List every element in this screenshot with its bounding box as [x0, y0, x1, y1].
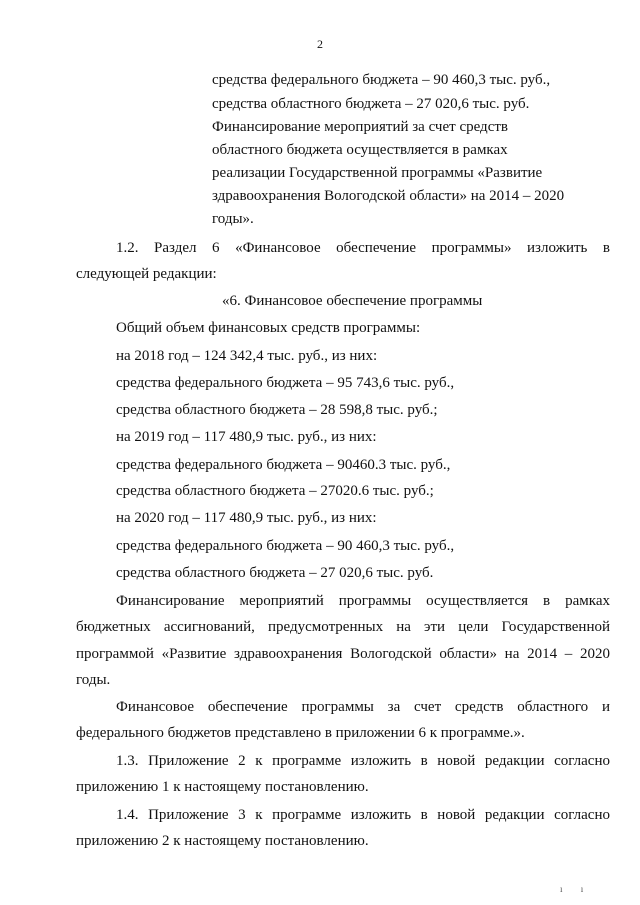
- passport-line: областного бюджета осуществляется в рамках: [212, 142, 508, 158]
- financing-para-line: годы.: [76, 672, 111, 688]
- appendix6-para-line: Финансовое обеспечение программы за счет средств областного и: [116, 699, 610, 715]
- finance-line: средства федерального бюджета – 95 743,6 тыс. руб.,: [116, 375, 455, 391]
- finance-line: средства областного бюджета – 27 020,6 тыс. руб.: [116, 565, 434, 581]
- passport-line: средства областного бюджета – 27 020,6 тыс. руб.: [212, 96, 530, 112]
- finance-line: средства областного бюджета – 28 598,8 тыс. руб.;: [116, 402, 438, 418]
- passport-line: Финансирование мероприятий за счет средств: [212, 119, 508, 135]
- finance-line: Общий объем финансовых средств программы:: [116, 320, 421, 336]
- finance-line: средства областного бюджета – 27020.6 тыс. руб.;: [116, 483, 434, 499]
- finance-line: на 2018 год – 124 342,4 тыс. руб., из них:: [116, 348, 378, 364]
- item-1-3-line: приложению 1 к настоящему постановлению.: [76, 779, 369, 795]
- finance-line: на 2019 год – 117 480,9 тыс. руб., из них:: [116, 429, 377, 445]
- passport-line: здравоохранения Вологодской области» на 2014 – 2020: [212, 188, 565, 204]
- item-1-2-line: 1.2. Раздел 6 «Финансовое обеспечение программы» изложить в: [116, 240, 610, 256]
- footer-marks: ı ı: [560, 884, 592, 894]
- item-1-3-line: 1.3. Приложение 2 к программе изложить в новой редакции согласно: [116, 753, 610, 769]
- financing-para-line: Финансирование мероприятий программы осуществляется в рамках: [116, 593, 610, 609]
- item-1-2-line: следующей редакции:: [76, 266, 217, 282]
- passport-line: годы».: [212, 211, 254, 227]
- appendix6-para-line: федерального бюджетов представлено в приложении 6 к программе.».: [76, 725, 525, 741]
- section-title: «6. Финансовое обеспечение программы: [222, 293, 483, 309]
- finance-line: средства федерального бюджета – 90 460,3 тыс. руб.,: [116, 538, 455, 554]
- item-1-4-line: 1.4. Приложение 3 к программе изложить в новой редакции согласно: [116, 807, 610, 823]
- page-number: 2: [317, 37, 323, 51]
- item-1-4-line: приложению 2 к настоящему постановлению.: [76, 833, 369, 849]
- finance-line: средства федерального бюджета – 90460.3 тыс. руб.,: [116, 457, 451, 473]
- financing-para-line: программой «Развитие здравоохранения Вологодской области» на 2014 – 2020: [76, 646, 610, 662]
- passport-line: средства федерального бюджета – 90 460,3 тыс. руб.,: [212, 72, 551, 88]
- finance-line: на 2020 год – 117 480,9 тыс. руб., из них:: [116, 510, 377, 526]
- financing-para-line: бюджетных ассигнований, предусмотренных на эти цели Государственной: [76, 619, 610, 635]
- passport-line: реализации Государственной программы «Развитие: [212, 165, 543, 181]
